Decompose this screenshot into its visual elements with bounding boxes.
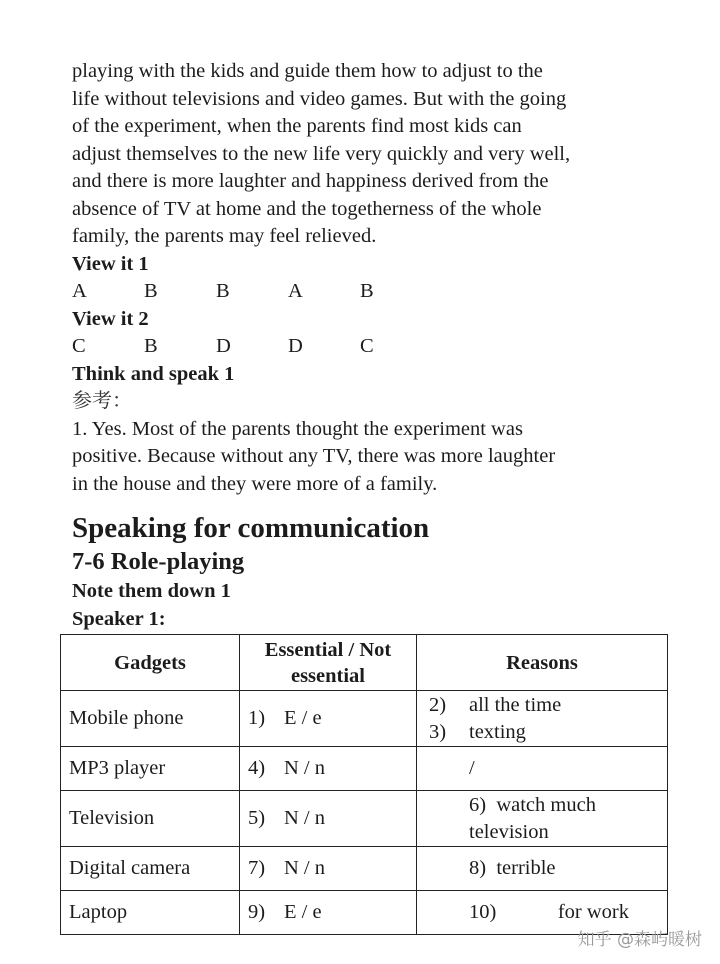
reason-text: television: [469, 820, 549, 843]
reasons-cell: [417, 747, 668, 791]
table-row: [61, 691, 668, 747]
answer-letter: C: [72, 335, 86, 357]
heading-view-2: View it 2: [72, 307, 149, 330]
column-header: Essential / Not essential: [240, 635, 417, 691]
reason-line: [429, 792, 659, 819]
reason-text: texting: [469, 720, 526, 743]
paragraph-answer: [72, 416, 672, 499]
item-number: 5): [248, 807, 266, 829]
essential-cell: [240, 791, 417, 847]
reason-line: [429, 692, 659, 719]
essential-cell: [240, 747, 417, 791]
gadgets-table: [60, 634, 668, 935]
answer-letter: B: [360, 280, 374, 302]
essential-value: N / n: [284, 807, 325, 829]
reason-text: /: [469, 757, 475, 779]
table-row: [61, 747, 668, 791]
reason-line: [429, 819, 659, 846]
item-number: 1): [248, 707, 266, 729]
text-line: of the experiment, when the parents find most kids can: [72, 115, 522, 137]
reasons-cell: [417, 847, 668, 891]
reasons-cell: [417, 791, 668, 847]
item-number: 4): [248, 757, 266, 779]
document-page: [72, 58, 672, 633]
reason-text: 8) terrible: [469, 857, 556, 879]
note-heading: Note them down 1: [72, 580, 231, 602]
answer-letter: A: [72, 280, 87, 302]
gadget-cell: Mobile phone: [61, 691, 240, 747]
essential-value: E / e: [284, 901, 322, 923]
column-header: Reasons: [417, 635, 668, 691]
gadget-cell: Laptop: [61, 891, 240, 935]
answer-letter: D: [216, 335, 231, 357]
gadget-cell: MP3 player: [61, 747, 240, 791]
reference-label: 参考：: [72, 390, 132, 412]
text-line: in the house and they were more of a family.: [72, 472, 438, 495]
essential-value: E / e: [284, 707, 322, 729]
essential-cell: [240, 847, 417, 891]
essential-value: N / n: [284, 757, 325, 779]
reason-line: [429, 855, 659, 882]
answer-letter: D: [288, 335, 303, 357]
answer-letter: B: [144, 280, 158, 302]
reason-text: all the time: [469, 693, 562, 716]
reason-number: 2): [429, 693, 447, 716]
item-number: 7): [248, 857, 266, 879]
answer-letter: A: [288, 280, 303, 302]
answer-letter: B: [216, 280, 230, 302]
text-line: positive. Because without any TV, there was more laughter: [72, 445, 556, 467]
reason-line: [429, 719, 659, 746]
table-row: [61, 891, 668, 935]
text-line: family, the parents may feel relieved.: [72, 225, 377, 247]
reason-number: 3): [429, 720, 447, 743]
watermark: 知乎 @森屿暖树: [577, 930, 702, 950]
heading-think-speak: Think and speak 1: [72, 362, 235, 385]
text-line: and there is more laughter and happiness derived from the: [72, 170, 549, 192]
column-header: Gadgets: [61, 635, 240, 691]
section-subtitle: 7-6 Role-playing: [72, 548, 245, 575]
answers-view-2: [72, 333, 672, 361]
section-title: Speaking for communication: [72, 512, 430, 544]
reason-line: [429, 755, 659, 782]
reasons-cell: [417, 691, 668, 747]
answer-letter: C: [360, 335, 374, 357]
gadget-cell: Digital camera: [61, 847, 240, 891]
reason-text: 6) watch much: [469, 793, 596, 816]
answers-view-1: [72, 278, 672, 306]
text-line: life without televisions and video games. But with the going: [72, 87, 567, 110]
paragraph-experiment: [72, 58, 672, 251]
essential-cell: [240, 691, 417, 747]
text-line: adjust themselves to the new life very quickly and very well,: [72, 142, 571, 165]
table-row: [61, 791, 668, 847]
essential-cell: [240, 891, 417, 935]
answer-letter: B: [144, 335, 158, 357]
heading-view-1: View it 1: [72, 252, 149, 275]
text-line: 1. Yes. Most of the parents thought the experiment was: [72, 417, 523, 440]
reason-text: 10) for work: [469, 901, 629, 923]
reason-line: [429, 899, 659, 926]
text-line: playing with the kids and guide them how to adjust to the: [72, 60, 543, 82]
table-row: [61, 847, 668, 891]
text-line: absence of TV at home and the togetherness of the whole: [72, 197, 542, 220]
item-number: 9): [248, 901, 266, 923]
gadget-cell: Television: [61, 791, 240, 847]
speaker-label: Speaker 1:: [72, 607, 166, 630]
essential-value: N / n: [284, 857, 325, 879]
